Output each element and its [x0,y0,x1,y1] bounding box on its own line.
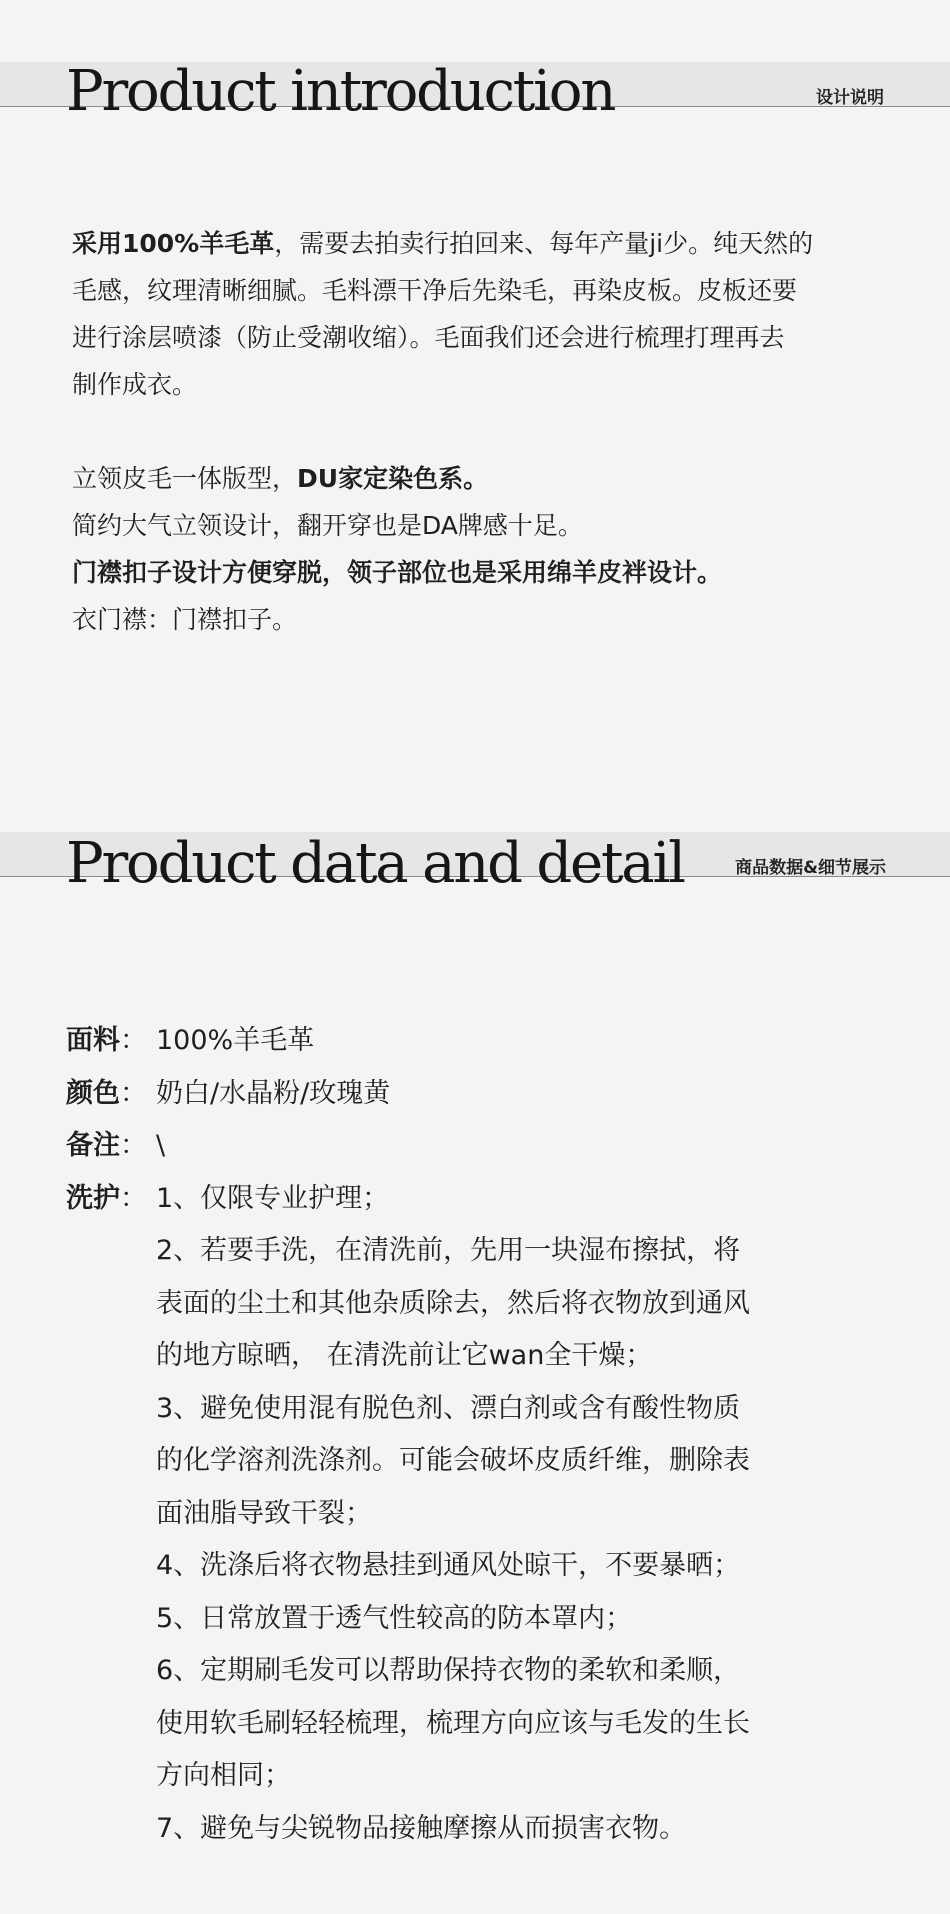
intro-text-line: 毛感，纹理清晰细腻。毛料漂干净后先染毛，再染皮板。皮板还要 [72,276,798,305]
care-line: 面油脂导致干裂； [156,1497,372,1529]
intro-text-line: 制作成衣。 [72,370,198,399]
care-line: 2、若要手洗，在清洗前，先用一块湿布擦拭，将 [156,1235,741,1266]
spec-row-note [66,1120,886,1173]
care-line: 的地方晾晒， 在清洗前让它wan全干燥； [156,1340,653,1371]
care-line: 3、避免使用混有脱色剂、漂白剂或含有酸性物质 [156,1392,741,1424]
spec-value: 100%羊毛革 [156,1025,315,1056]
spec-label: 颜色 [66,1077,120,1109]
care-line: 使用软毛刷轻轻梳理，梳理方向应该与毛发的生长 [156,1707,750,1739]
section-header-data-detail [0,831,950,896]
spec-value: \ [156,1130,166,1161]
spec-row-care [66,1173,886,1856]
care-line: 4、洗涤后将衣物悬挂到通风处晾干，不要暴晒； [156,1550,741,1581]
collar-text: 立领皮毛一体版型， [72,464,298,493]
intro-text [72,220,872,643]
intro-placket-line: 衣门襟：门襟扣子。 [72,605,298,634]
intro-text-line: 进行涂层喷漆（防止受潮收缩）。毛面我们还会进行梳理打理再去 [72,323,785,352]
intro-simple-line: 简约大气立领设计，翻开穿也是DA牌感十足。 [72,511,583,540]
spec-row-color [66,1068,886,1121]
spec-label: 洗护 [66,1182,120,1214]
spec-label: 面料 [66,1025,120,1056]
care-line: 7、避免与尖锐物品接触摩擦从而损害衣物。 [156,1812,687,1844]
care-line: 6、定期刷毛发可以帮助保持衣物的柔软和柔顺， [156,1655,741,1686]
care-line: 5、日常放置于透气性较高的防本罩内； [156,1602,633,1634]
intro-buttons-line: 门襟扣子设计方便穿脱，领子部位也是采用绵羊皮袢设计。 [72,558,723,587]
intro-paragraph [72,220,872,408]
care-line: 表面的尘土和其他杂质除去，然后将衣物放到通风 [156,1287,750,1319]
intro-text-line: ，需要去拍卖行拍回来、每年产量ji少。纯天然的 [274,229,814,258]
care-line: 方向相同； [156,1760,291,1791]
intro-collar-line [72,455,872,502]
spec-colon: ： [120,1077,147,1109]
spec-value: 奶白/水晶粉/玫瑰黄 [156,1077,391,1109]
spec-list [66,1015,886,1855]
section-subtitle: 商品数据&细节展示 [735,858,886,878]
section-header-introduction [0,59,950,124]
spec-label: 备注 [66,1130,120,1161]
collar-highlight: DU家定染色系。 [297,464,489,493]
care-line: 1、仅限专业护理； [156,1182,390,1214]
spec-colon: ： [120,1130,147,1161]
care-line: 的化学溶剂洗涤剂。可能会破坏皮质纤维，删除表 [156,1445,750,1476]
spec-colon: ： [120,1182,147,1214]
care-instructions [156,1173,836,1856]
spec-colon: ： [120,1025,147,1056]
intro-highlight: 采用100%羊毛革 [72,229,275,258]
spec-row-fabric [66,1015,886,1068]
section-title: Product introduction [66,59,615,124]
section-title: Product data and detail [66,831,684,896]
section-subtitle: 设计说明 [816,88,884,108]
